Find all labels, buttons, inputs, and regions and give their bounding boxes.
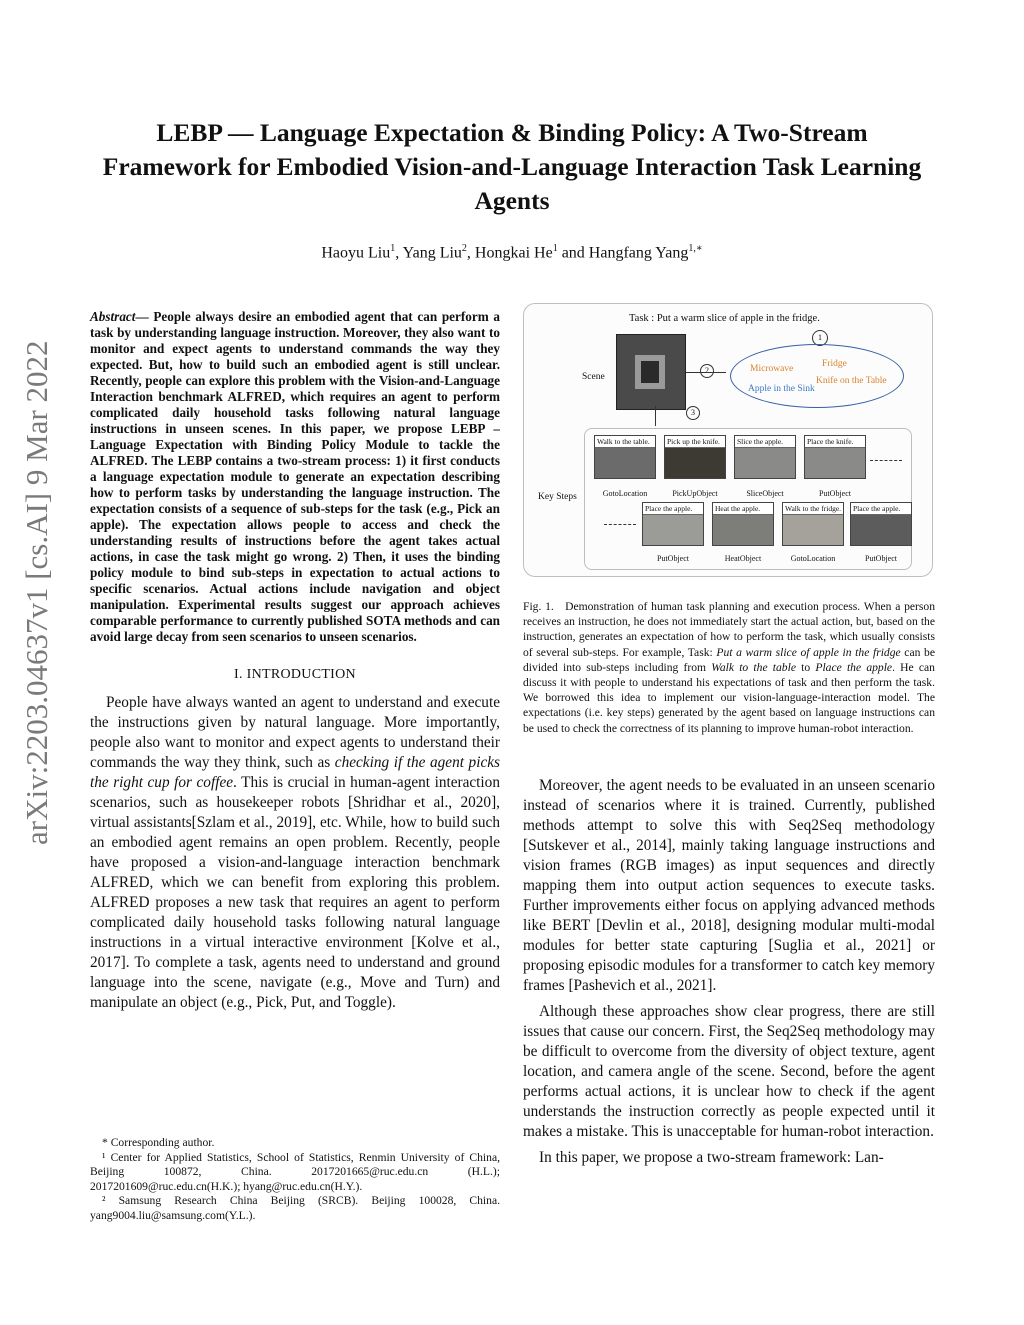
- action-label: PutObject: [865, 554, 897, 563]
- action-label: PutObject: [657, 554, 689, 563]
- step-pick-knife: Pick up the knife.: [664, 435, 726, 479]
- step-place-knife: Place the knife.: [804, 435, 866, 479]
- footnotes: [90, 1136, 500, 1223]
- circle-3-icon: 3: [686, 406, 700, 420]
- expect-apple-sink: Apple in the Sink: [748, 384, 815, 394]
- step-walk-table: Walk to the table.: [594, 435, 656, 479]
- step-place-apple-fridge: Place the apple.: [850, 502, 912, 546]
- action-label: PutObject: [819, 489, 851, 498]
- figure-1: [523, 303, 933, 577]
- right-paragraph-2: Although these approaches show clear progress, there are still issues that cause our concern. First, the Seq2Seq methodology may be difficult to overcome from the diversity of object texture, agent location, and camera angle of the scene. Second, before the agent performs actual actions, it is unclear how to check if the agent understands the instruction correctly as people expected until it makes a mistake. This is unacceptable for human-robot interaction.: [523, 1002, 935, 1140]
- expect-knife: Knife on the Table: [816, 376, 887, 386]
- right-paragraph-3: In this paper, we propose a two-stream framework: Lan-: [539, 1148, 884, 1166]
- action-label: GotoLocation: [602, 489, 648, 498]
- step-slice-apple: Slice the apple.: [734, 435, 796, 479]
- step-place-apple: Place the apple.: [642, 502, 704, 546]
- figure-caption: Fig. 1. Demonstration of human task planning and execution process. When a person receives an instruction, he does not immediately start the actual action, but, based on the instruction, generates an expectation of how to perform the task, which usually consists of several sub-steps. For example, Task: Put a warm slice of apple in the fridge can be divided into sub-steps including from Walk to the table to Place the apple. He can discuss it with people to understand his expectations of task and then perform the task. We borrowed this idea to implement our vision-language-interaction model. The expectations (i.e. key steps) generated by the agent based on language instructions can be used to check the correctness of its planning to improve human-robot interaction.: [523, 600, 935, 735]
- action-label: SliceObject: [746, 489, 784, 498]
- figure-scene-label: Scene: [582, 372, 605, 382]
- continue-dash-1: [870, 460, 902, 461]
- expect-fridge: Fridge: [822, 359, 847, 369]
- step-heat-apple: Heat the apple.: [712, 502, 774, 546]
- figure-keysteps-label: Key Steps: [538, 492, 577, 502]
- action-label: HeatObject: [724, 554, 762, 563]
- left-column: [90, 309, 500, 1013]
- paper-title: LEBP — Language Expectation & Binding Policy: A Two-Stream Framework for Embodied Vision-and-Language Interaction Task Learning Agents: [102, 118, 922, 215]
- expect-microwave: Microwave: [750, 364, 794, 374]
- circle-2-icon: 2: [700, 364, 714, 378]
- abstract: Abstract— People always desire an embodied agent that can perform a task by understanding language instruction. Moreover, they also want to monitor and expect agents to understand commands the way they expected. But, how to build such an embodied agent is still unclear. Recently, people can explore this problem with the Vision-and-Language Interaction benchmark ALFRED, which requires an agent to perform complicated daily household tasks following natural language instructions in unseen scenes. In this paper, we propose LEBP – Language Expectation with Binding Policy Module to tackle the ALFRED. The LEBP contains a two-stream process: 1) it first conducts a language expectation module to generate an expectation describing how to perform tasks by understanding the language instruction. The expectation consists of a sequence of sub-steps for the task (e.g., Pick an apple). The expectation allows people to access and check the understanding results of instructions before the agent takes actual actions, in case the task might go wrong. 2) Then, it uses the binding policy module to bind sub-steps in expectation to actual actions to specific scenarios. Actual actions include navigation and object manipulation. Experimental results suggest our approach achieves comparable performance to currently published SOTA methods and can avoid large decay from seen scenarios to unseen scenarios.: [90, 309, 500, 644]
- action-label: PickUpObject: [672, 489, 718, 498]
- action-label: GotoLocation: [790, 554, 836, 563]
- circle-1-icon: 1: [812, 330, 828, 346]
- intro-paragraph: People have always wanted an agent to understand and execute the instructions given by natural language. More importantly, people also want to monitor and expect agents to understand their commands the way they think, such as checking if the agent picks the right cup for coffee. This is crucial in human-agent interaction scenarios, such as housekeeper robots [Shridhar et al., 2020], virtual assistants[Szlam et al., 2019], etc. While, how to build such an embodied agent remains an open problem. Recently, people have proposed a vision-and-language interaction benchmark ALFRED, which we can benefit from exploring this problem. ALFRED proposes a new task that requires an agent to perform complicated daily household tasks following natural language instructions in a virtual interactive environment [Kolve et al., 2017]. To complete a task, agents need to understand and ground language into the scene, navigate (e.g., Move and Turn) and manipulate an object (e.g., Pick, Put, and Toggle).: [90, 694, 500, 1011]
- footnote-2: ² Samsung Research China Beijing (SRCB). Beijing 100028, China. yang9004.liu@samsung.com(Y.L.).: [90, 1194, 500, 1222]
- footnote-corresponding: * Corresponding author.: [102, 1136, 215, 1149]
- figure-task-label: Task : Put a warm slice of apple in the fridge.: [629, 313, 820, 324]
- step-walk-fridge: Walk to the fridge.: [782, 502, 844, 546]
- right-paragraph-1: Moreover, the agent needs to be evaluated in an unseen scenario instead of scenarios where it is trained. Currently, published methods attempt to solve this with Seq2Seq methodology [Sutskever et al., 2014], mainly taking language instructions and vision frames (RGB images) as input sequences and directly mapping them into output action sequences to execute tasks. Further improvements either focus on applying advanced methods like BERT [Devlin et al., 2018], designing modular multi-modal modules for better state capturing [Suglia et al., 2021] or proposing episodic modules for a transformer to catch key memory frames [Pashevich et al., 2021].: [523, 776, 935, 994]
- section-heading-introduction: I. INTRODUCTION: [234, 667, 356, 682]
- arrow-3-icon: [655, 406, 656, 426]
- scene-image: [616, 334, 686, 410]
- footnote-1: ¹ Center for Applied Statistics, School of Statistics, Renmin University of China, Beijing 100872, China. 2017201665@ruc.edu.cn (H.L.); 2017201609@ruc.edu.cn(H.K.); hyang@ruc.edu.cn(H.Y.).: [90, 1150, 500, 1193]
- continue-dash-2: [604, 524, 636, 525]
- arrow-2-icon: [686, 372, 726, 373]
- right-column: [523, 303, 935, 1168]
- arxiv-stamp: arXiv:2203.04637v1 [cs.AI] 9 Mar 2022: [19, 340, 54, 845]
- author-list: Haoyu Liu$^1$, Yang Liu$^2$, Hongkai He$^1$ and Hangfang Yang$^{1,∗}$: [321, 243, 703, 262]
